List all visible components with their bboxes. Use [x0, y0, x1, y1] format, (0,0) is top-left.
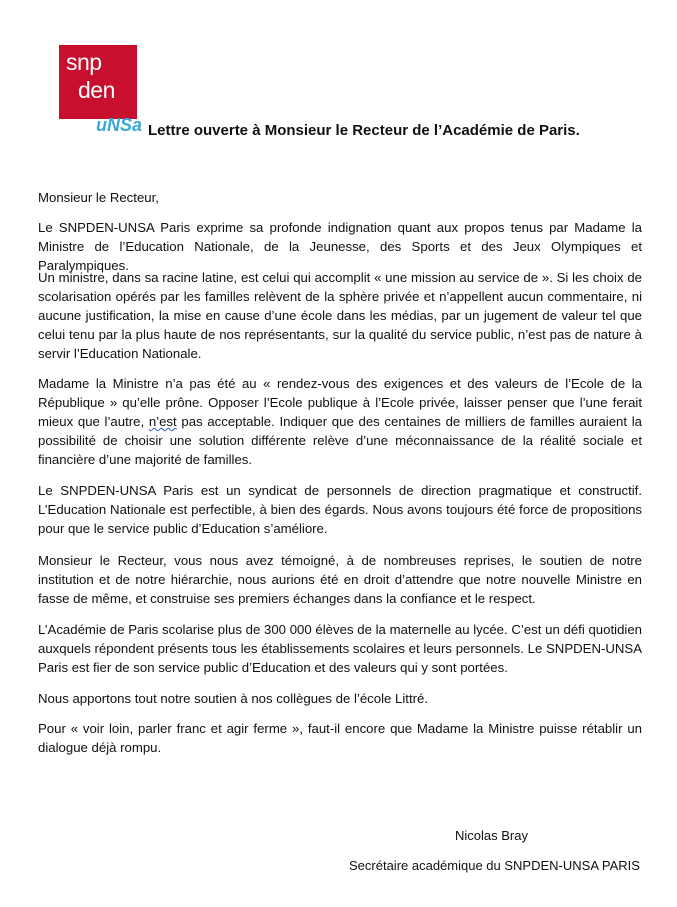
spellcheck-flagged-word: n’est — [148, 414, 177, 429]
paragraph-2: Un ministre, dans sa racine latine, est celui qui accomplit « une mission au service de ». Si les choix de scolarisation opérés par les familles relèvent de la sphère privée et n’appellent aucun commentaire, ni aucune justification, la mise en cause d’une école dans les médias, par un jugement de valeur tel que celui tenu par la plus haute de nos représentants, sur la qualité du service public, n’est pas de nature à servir l’Education Nationale. — [38, 270, 642, 361]
paragraph-3-part-c: pas acceptable. Indiquer que des centaines de milliers de familles auraient la possibilité de choisir une solution différente relève d’une méconnaissance de la réalité sociale et financière d’une majorité de familles. — [38, 414, 642, 467]
paragraph-6: L’Académie de Paris scolarise plus de 300 000 élèves de la maternelle au lycée. C’est un défi quotidien auxquels répondent présents tous les établissements scolaires et leurs personnels. Le SNPDEN-UNSA Paris est fier de son service public d’Education et des valeurs qui y sont portées. — [38, 622, 642, 675]
logo-text-unsa: uNSa — [96, 115, 143, 135]
paragraph-4: Le SNPDEN-UNSA Paris est un syndicat de personnels de direction pragmatique et constructif. L’Education Nationale est perfectible, à bien des égards. Nous avons toujours été force de propositions pour que le service public d’Education s’améliore. — [38, 483, 642, 536]
logo-text-den: den — [78, 77, 115, 103]
salutation: Monsieur le Recteur, — [38, 190, 159, 205]
paragraph-8: Pour « voir loin, parler franc et agir ferme », faut-il encore que Madame la Ministre puisse rétablir un dialogue déjà rompu. — [38, 721, 642, 755]
logo-text-snp: snp — [66, 49, 102, 75]
paragraph-7: Nous apportons tout notre soutien à nos collègues de l’école Littré. — [38, 691, 429, 706]
signature-name: Nicolas Bray — [455, 828, 528, 843]
logo-red-block — [59, 45, 137, 119]
letter-title: Lettre ouverte à Monsieur le Recteur de l’Académie de Paris. — [148, 122, 580, 139]
snpden-unsa-logo — [59, 45, 151, 141]
paragraph-3-part-a: Madame la Ministre n’a pas été au « rendez-vous des exigences et des valeurs de l’Ecole de la République » qu’elle prône. Opposer l’Ecole publique à l’Ecole privée, laisser penser que l’une ferait mieux que l’autre, — [38, 376, 642, 429]
paragraph-3 — [38, 374, 642, 469]
paragraph-1: Le SNPDEN-UNSA Paris exprime sa profonde indignation quant aux propos tenus par Madame la Ministre de l’Education Nationale, de la Jeunesse, des Sports et des Jeux Olympiques et Paralympiques. — [38, 220, 642, 273]
paragraph-5: Monsieur le Recteur, vous nous avez témoigné, à de nombreuses reprises, le soutien de notre institution et de notre hiérarchie, nous aurions été en droit d’attendre que notre nouvelle Ministre en fasse de même, et construise ses premiers échanges dans la confiance et le respect. — [38, 553, 642, 606]
signature-role: Secrétaire académique du SNPDEN-UNSA PARIS — [349, 858, 640, 873]
